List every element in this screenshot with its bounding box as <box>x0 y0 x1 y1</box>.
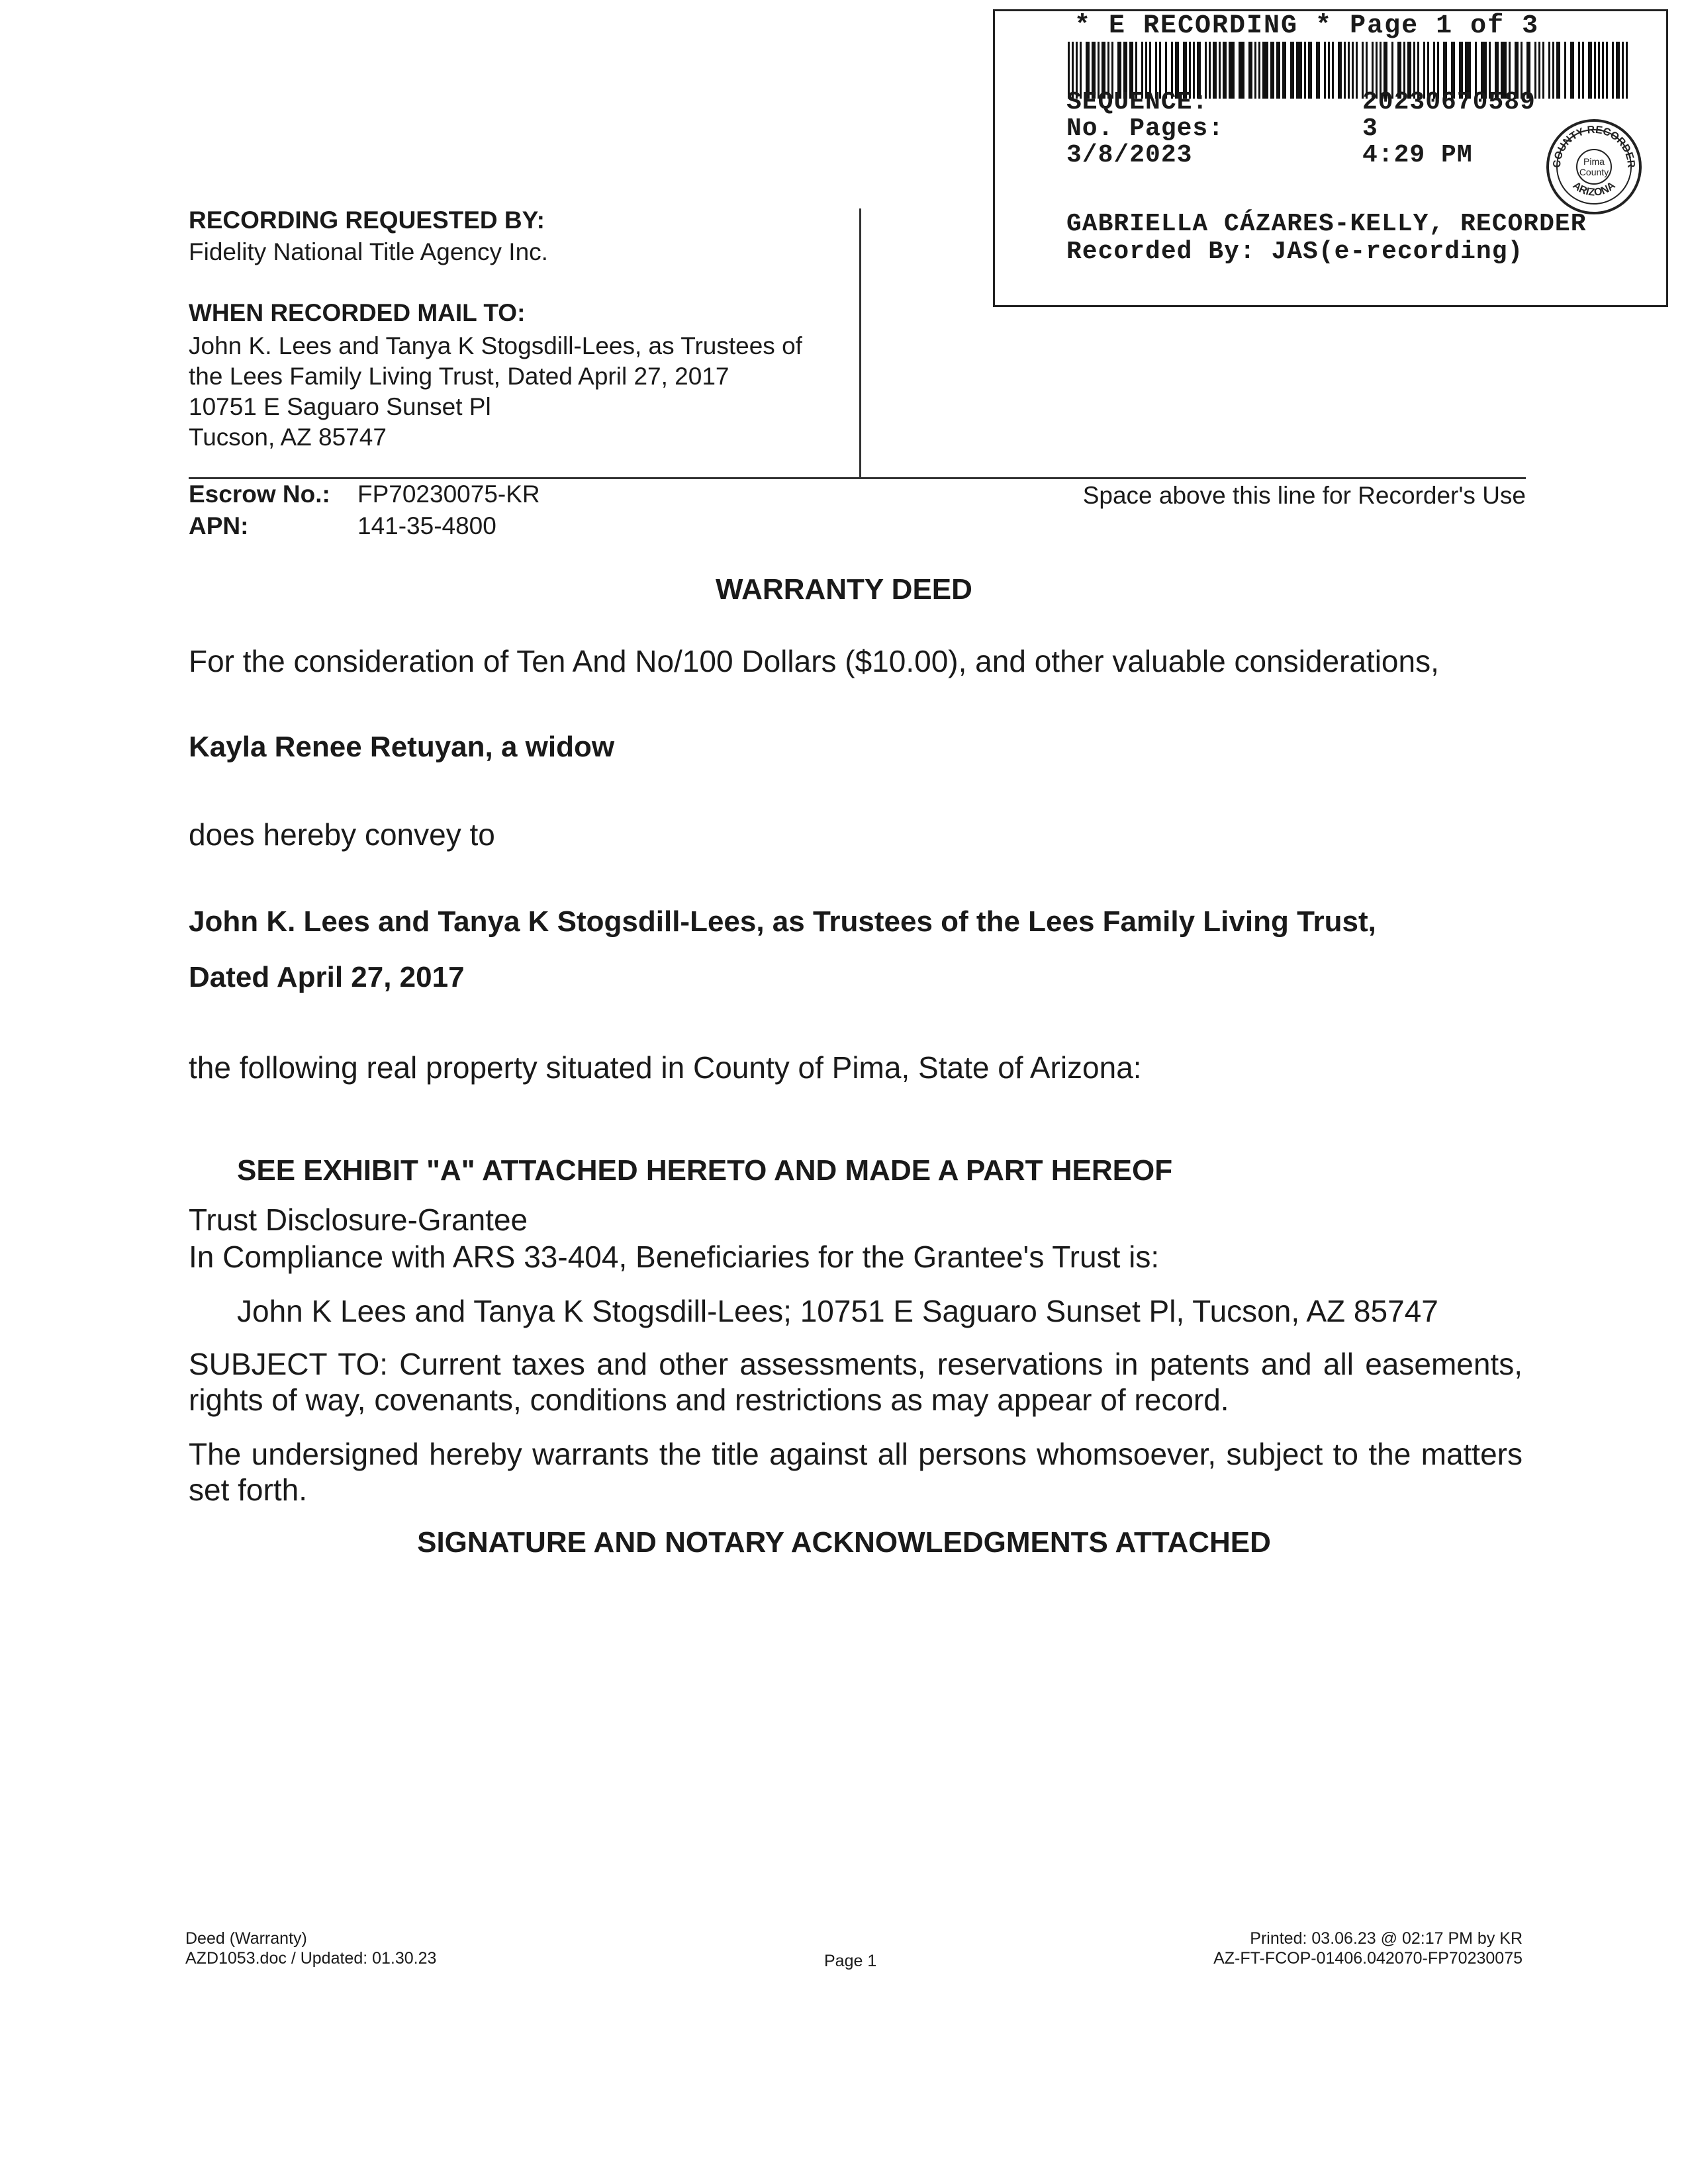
svg-text:ARIZONA <box>1570 180 1617 199</box>
grantor: Kayla Renee Retuyan, a widow <box>189 731 615 763</box>
grantee-line-1: John K. Lees and Tanya K Stogsdill-Lees, as Trustees of the Lees Family Living Trust, <box>189 905 1376 938</box>
recording-requested-value: Fidelity National Title Agency Inc. <box>189 238 548 265</box>
footer-doc-type: Deed (Warranty) <box>185 1929 307 1948</box>
pages-value: 3 <box>1362 114 1378 143</box>
county-seal-icon <box>1544 117 1644 216</box>
recorder-stamp <box>993 9 1668 307</box>
apn-label: APN: <box>189 512 249 539</box>
beneficiaries: John K Lees and Tanya K Stogsdill-Lees; 10751 E Saguaro Sunset Pl, Tucson, AZ 85747 <box>237 1294 1438 1328</box>
seal-center-text-1: Pima <box>1583 156 1605 167</box>
recording-date: 3/8/2023 <box>1066 141 1193 169</box>
consideration-text: For the consideration of Ten And No/100 Dollars ($10.00), and other valuable considerations, <box>189 644 1439 678</box>
property-text: the following real property situated in County of Pima, State of Arizona: <box>189 1050 1142 1085</box>
mail-to-line: Tucson, AZ 85747 <box>189 424 387 451</box>
sequence-value: 20230670589 <box>1362 88 1536 116</box>
trust-disclosure: Trust Disclosure-Grantee <box>189 1203 528 1237</box>
seal-bottom-text: ARIZONA <box>1570 179 1618 199</box>
convey-text: does hereby convey to <box>189 817 495 852</box>
recorder-use-line <box>189 477 1526 479</box>
mail-to-line: John K. Lees and Tanya K Stogsdill-Lees, as Trustees of <box>189 332 802 359</box>
footer-reference: AZ-FT-FCOP-01406.042070-FP70230075 <box>1213 1949 1523 1968</box>
recorders-use-note: Space above this line for Recorder's Use <box>1082 482 1526 509</box>
footer-doc-file: AZD1053.doc / Updated: 01.30.23 <box>185 1949 437 1968</box>
recording-requested-label: RECORDING REQUESTED BY: <box>189 206 545 234</box>
recorded-by: Recorded By: JAS(e-recording) <box>1066 238 1524 266</box>
deed-title: WARRANTY DEED <box>716 573 972 606</box>
sequence-label: SEQUENCE: <box>1066 88 1209 116</box>
mail-to-label: WHEN RECORDED MAIL TO: <box>189 299 526 326</box>
grantee-line-2: Dated April 27, 2017 <box>189 961 465 993</box>
pages-label: No. Pages: <box>1066 114 1225 143</box>
seal-center-text-2: County <box>1579 167 1609 177</box>
escrow-label: Escrow No.: <box>189 480 330 508</box>
header-divider-vertical <box>859 208 861 478</box>
subject-to-text: SUBJECT TO: Current taxes and other assessments, reservations in patents and all easements, rights of way, covenants, conditions and restrictions as may appear of record. <box>189 1347 1523 1417</box>
exhibit-reference: SEE EXHIBIT "A" ATTACHED HERETO AND MADE A PART HEREOF <box>237 1154 1173 1187</box>
escrow-value: FP70230075-KR <box>357 480 540 508</box>
compliance-text: In Compliance with ARS 33-404, Beneficiaries for the Grantee's Trust is: <box>189 1240 1160 1274</box>
footer-printed: Printed: 03.06.23 @ 02:17 PM by KR <box>1250 1929 1523 1948</box>
recorder-name: GABRIELLA CÁZARES-KELLY, RECORDER <box>1066 210 1587 238</box>
signature-note: SIGNATURE AND NOTARY ACKNOWLEDGMENTS ATTACHED <box>417 1526 1271 1559</box>
seal-top-text: COUNTY RECORDER <box>1551 124 1637 169</box>
warrants-text: The undersigned hereby warrants the title against all persons whomsoever, subject to the matters set forth. <box>189 1437 1523 1507</box>
apn-value: 141-35-4800 <box>357 512 496 539</box>
footer-page-number: Page 1 <box>824 1952 877 1970</box>
mail-to-line: 10751 E Saguaro Sunset Pl <box>189 393 491 420</box>
mail-to-line: the Lees Family Living Trust, Dated April 27, 2017 <box>189 363 729 390</box>
recording-time: 4:29 PM <box>1362 141 1473 169</box>
stamp-header: * E RECORDING * Page 1 of 3 <box>1074 11 1540 41</box>
